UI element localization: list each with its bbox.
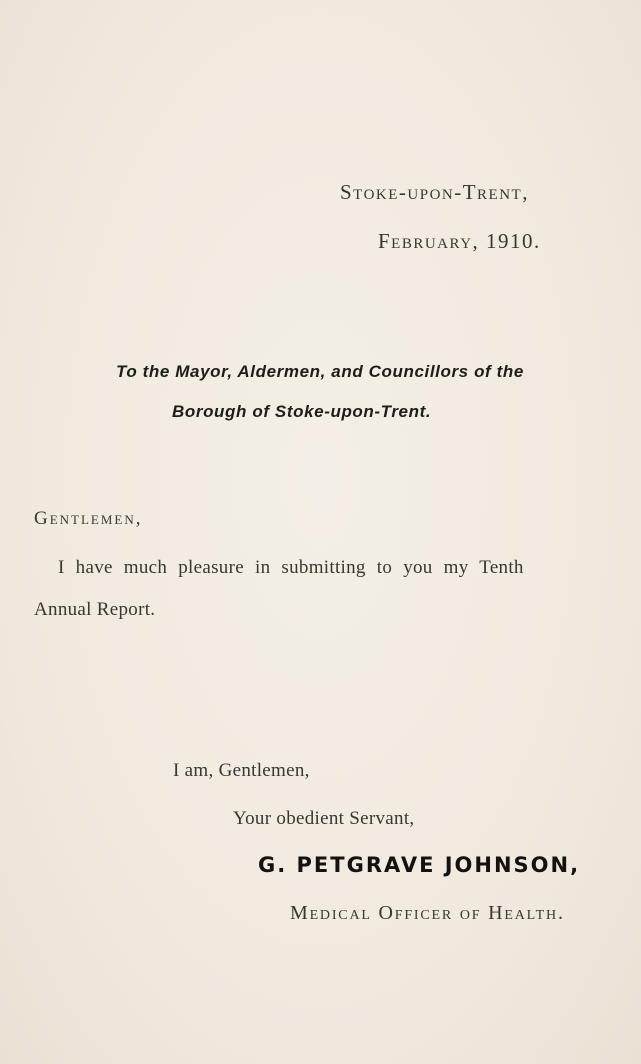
address-line-1: To the Mayor, Aldermen, and Councillors of the: [116, 362, 524, 381]
place-line: Stoke-upon-Trent,: [340, 180, 529, 204]
salutation: Gentlemen,: [34, 508, 143, 529]
closing-line-1: I am, Gentlemen,: [173, 760, 310, 781]
signature-name: G. PETGRAVE JOHNSON,: [258, 853, 581, 877]
signer-title: Medical Officer of Health.: [290, 902, 565, 924]
date-line: February, 1910.: [378, 229, 541, 253]
closing-line-2: Your obedient Servant,: [233, 808, 415, 829]
body-text-line-1: I have much pleasure in submitting to you my Tenth: [58, 557, 524, 578]
address-line-2: Borough of Stoke-upon-Trent.: [172, 402, 432, 421]
body-text-line-2: Annual Report.: [34, 599, 156, 620]
